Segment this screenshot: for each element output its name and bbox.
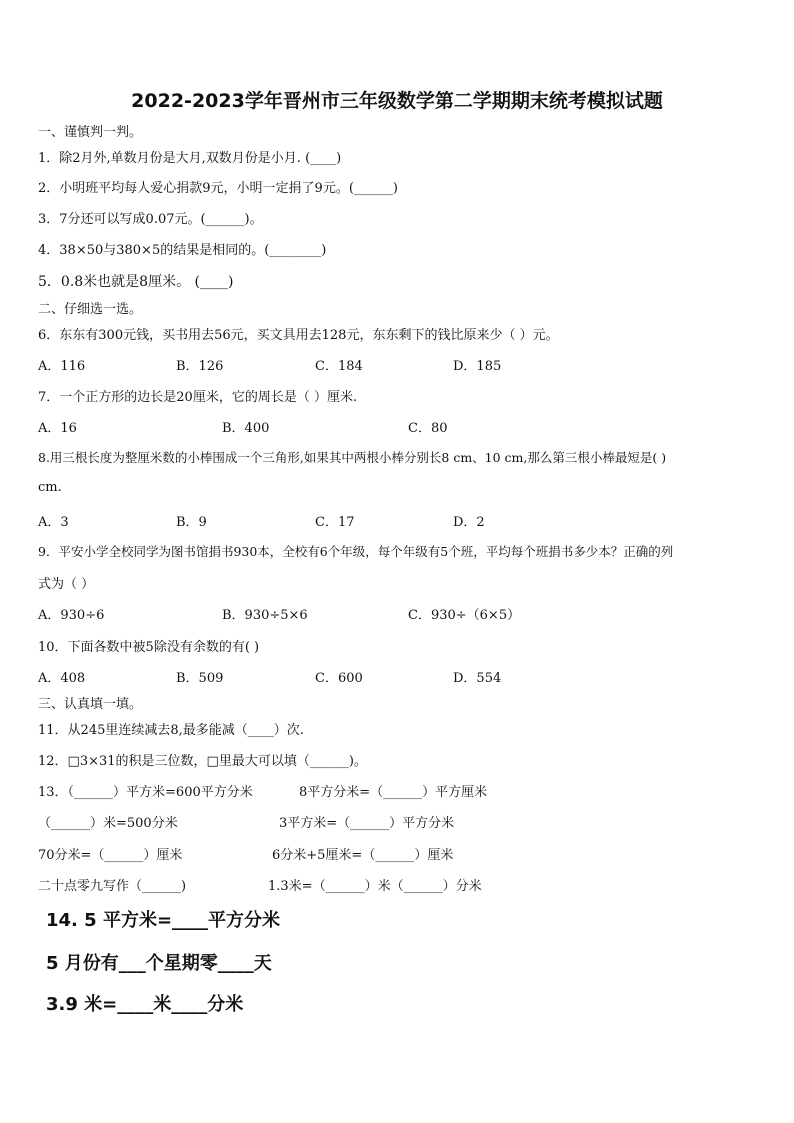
question-14-line1: 14. 5 平方米=____平方分米 [46,910,281,931]
q10-option-c: C．600 [315,671,363,686]
question-7: 7．一个正方形的边长是20厘米，它的周长是（ ）厘米. [38,390,358,405]
question-5: 5．0.8米也就是8厘米。 (____) [38,274,234,290]
q6-option-d: D．185 [453,359,502,374]
q10-option-b: B．509 [176,671,224,686]
section-heading-judge: 一、谨慎判一判。 [38,125,143,140]
question-12: 12．□3×31的积是三位数，□里最大可以填（______)。 [38,754,367,769]
q8-option-b: B．9 [176,515,207,530]
q8-option-a: A．3 [38,515,69,530]
q9-option-b: B．930÷5×6 [222,608,308,623]
q6-option-b: B．126 [176,359,224,374]
q8-option-c: C．17 [315,515,355,530]
question-1: 1．除2月外,单数月份是大月,双数月份是小月. (____) [38,151,342,166]
question-8-line1: 8.用三根长度为整厘米数的小棒围成一个三角形,如果其中两根小棒分别长8 cm、10 cm,那么第三根小棒最短是( ) [38,450,667,465]
q9-option-a: A．930÷6 [38,608,105,623]
question-9-line1: 9．平安小学全校同学为图书馆捐书930本，全校有6个年级，每个年级有5个班，平均每个班捐书多少本？正确的列 [38,544,674,559]
q6-option-c: C．184 [315,359,363,374]
question-6: 6．东东有300元钱，买书用去56元，买文具用去128元，东东剩下的钱比原来少（ ）元。 [38,328,559,343]
q13-row3-left: 70分米=（______）厘米 [38,848,183,863]
question-8-line2: cm. [38,480,62,495]
section-heading-fill: 三、认真填一填。 [38,697,143,712]
q10-option-d: D．554 [453,671,502,686]
question-14-line3: 3.9 米=____米____分米 [46,994,244,1015]
page-title: 2022-2023学年晋州市三年级数学第二学期期末统考模拟试题 [131,90,663,112]
q13-row4-right: 1.3米=（______）米（______）分米 [268,879,482,894]
question-3: 3．7分还可以写成0.07元。(______)。 [38,212,263,227]
q7-option-c: C．80 [408,421,448,436]
q13-row2-right: 3平方米=（______）平方分米 [279,816,455,831]
question-14-line2: 5 月份有___个星期零____天 [46,953,272,974]
q7-option-b: B．400 [222,421,270,436]
q13-row1-left: 13．（______）平方米=600平方分米 [38,785,253,800]
q13-row2-left: （______）米=500分米 [38,816,178,831]
q9-option-c: C．930÷（6×5） [408,608,521,623]
question-11: 11．从245里连续减去8,最多能减（____）次. [38,723,304,738]
q13-row3-right: 6分米+5厘米=（______）厘米 [272,848,454,863]
question-9-line2: 式为（ ） [38,577,95,592]
question-2: 2．小明班平均每人爱心捐款9元，小明一定捐了9元。(______) [38,181,398,196]
q8-option-d: D．2 [453,515,485,530]
question-4: 4．38×50与380×5的结果是相同的。(________) [38,243,327,258]
q13-row4-left: 二十点零九写作（______) [38,879,187,894]
q13-row1-right: 8平方分米=（______）平方厘米 [299,785,488,800]
section-heading-choose: 二、仔细选一选。 [38,302,143,317]
question-10: 10．下面各数中被5除没有余数的有( ) [38,640,260,655]
q7-option-a: A．16 [38,421,77,436]
q6-option-a: A．116 [38,359,86,374]
q10-option-a: A．408 [38,671,86,686]
